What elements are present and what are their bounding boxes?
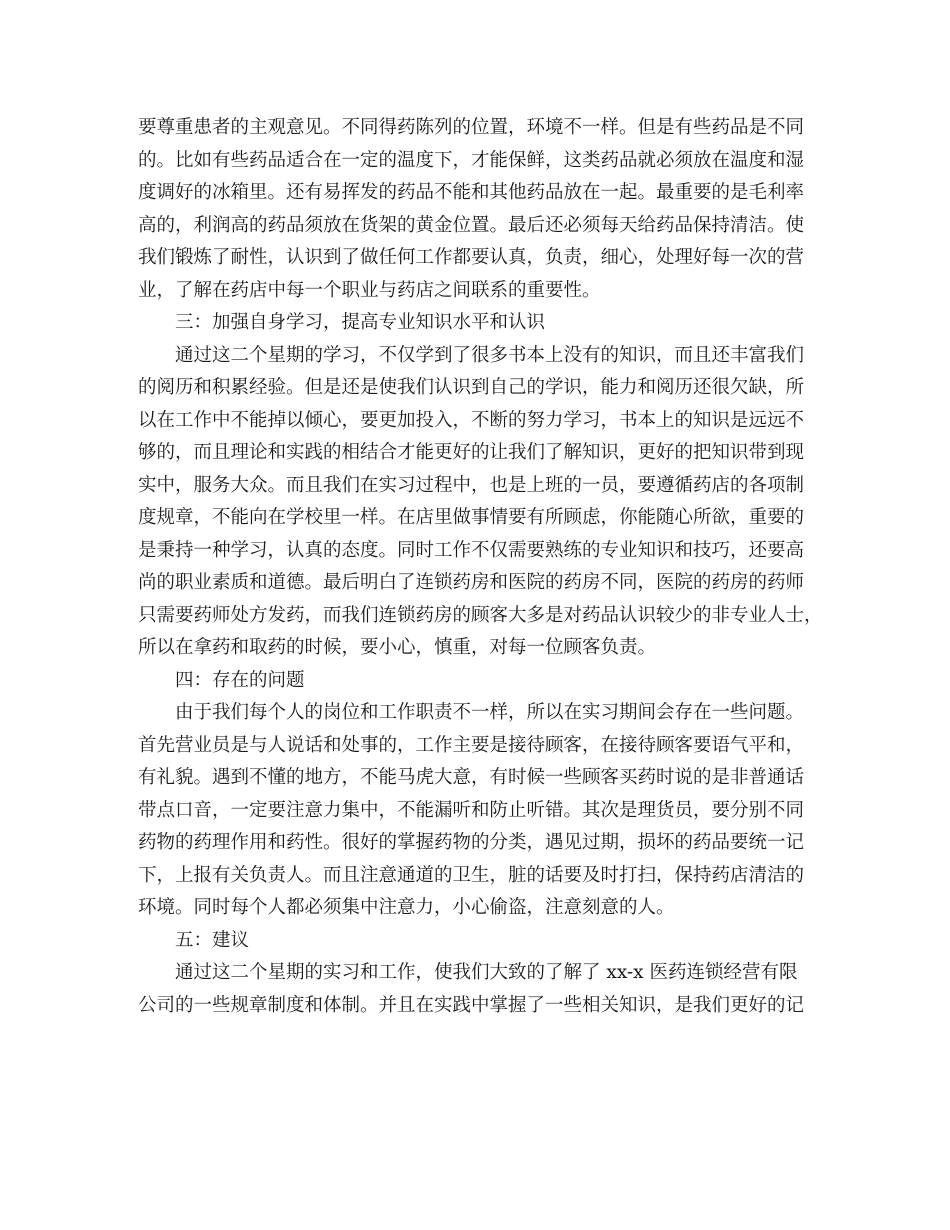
body-line: 有礼貌。遇到不懂的地方，不能马虎大意，有时候一些顾客买药时说的是非普通话 bbox=[138, 767, 805, 788]
body-line: 度调好的冰箱里。还有易挥发的药品不能和其他药品放在一起。最重要的是毛利率 bbox=[138, 182, 805, 203]
section-heading: 五：建议 bbox=[175, 929, 250, 951]
body-line: 所以在拿药和取药的时候，要小心，慎重，对每一位顾客负责。 bbox=[138, 637, 657, 658]
paragraph-first-line: 通过这二个星期的学习，不仅学到了很多书本上没有的知识，而且还丰富我们 bbox=[175, 344, 805, 366]
section-heading: 四：存在的问题 bbox=[175, 669, 305, 691]
body-line: 实中，服务大众。而且我们在实习过程中，也是上班的一员，要遵循药店的各项制 bbox=[138, 474, 805, 496]
body-line: 是秉持一种学习，认真的态度。同时工作不仅需要熟练的专业知识和技巧，还要高 bbox=[138, 539, 805, 561]
body-line: 要尊重患者的主观意见。不同得药陈列的位置，环境不一样。但是有些药品是不同 bbox=[138, 117, 805, 138]
body-line: 我们锻炼了耐性，认识到了做任何工作都要认真，负责，细心，处理好每一次的营 bbox=[138, 247, 805, 268]
body-line: 下，上报有关负责人。而且注意通道的卫生，脏的话要及时打扫，保持药店清洁的 bbox=[138, 864, 805, 886]
document-body bbox=[138, 112, 838, 1022]
body-line: 公司的一些规章制度和体制。并且在实践中掌握了一些相关知识，是我们更好的记 bbox=[138, 994, 805, 1016]
section-heading: 三：加强自身学习，提高专业知识水平和认识 bbox=[175, 312, 546, 333]
body-line: 度规章，不能向在学校里一样。在店里做事情要有所顾虑，你能随心所欲，重要的 bbox=[138, 507, 805, 528]
paragraph-first-line: 由于我们每个人的岗位和工作职责不一样，所以在实习期间会存在一些问题。 bbox=[175, 702, 805, 723]
body-line: 环境。同时每个人都必须集中注意力，小心偷盗，注意刻意的人。 bbox=[138, 897, 675, 918]
body-line: 的阅历和积累经验。但是还是使我们认识到自己的学识，能力和阅历还很欠缺，所 bbox=[138, 377, 805, 398]
body-line: 的。比如有些药品适合在一定的温度下，才能保鲜，这类药品就必须放在温度和湿 bbox=[138, 149, 805, 171]
body-line: 首先营业员是与人说话和处事的，工作主要是接待顾客，在接待顾客要语气平和， bbox=[138, 734, 805, 756]
body-line: 尚的职业素质和道德。最后明白了连锁药房和医院的药房不同，医院的药房的药师 bbox=[138, 572, 805, 593]
paragraph-first-line: 通过这二个星期的实习和工作，使我们大致的了解了 xx-x 医药连锁经营有限 bbox=[175, 962, 798, 983]
body-line: 够的，而且理论和实践的相结合才能更好的让我们了解知识，更好的把知识带到现 bbox=[138, 442, 805, 463]
body-line: 以在工作中不能掉以倾心，要更加投入，不断的努力学习，书本上的知识是远远不 bbox=[138, 409, 805, 431]
body-line: 业，了解在药店中每一个职业与药店之间联系的重要性。 bbox=[138, 279, 601, 301]
body-line: 带点口音，一定要注意力集中，不能漏听和防止听错。其次是理货员，要分别不同 bbox=[138, 799, 805, 821]
body-line: 高的，利润高的药品须放在货架的黄金位置。最后还必须每天给药品保持清洁。使 bbox=[138, 214, 805, 236]
body-line: 只需要药师处方发药，而我们连锁药房的顾客大多是对药品认识较少的非专业人士， bbox=[138, 604, 823, 626]
body-line: 药物的药理作用和药性。很好的掌握药物的分类，遇见过期，损坏的药品要统一记 bbox=[138, 832, 805, 853]
